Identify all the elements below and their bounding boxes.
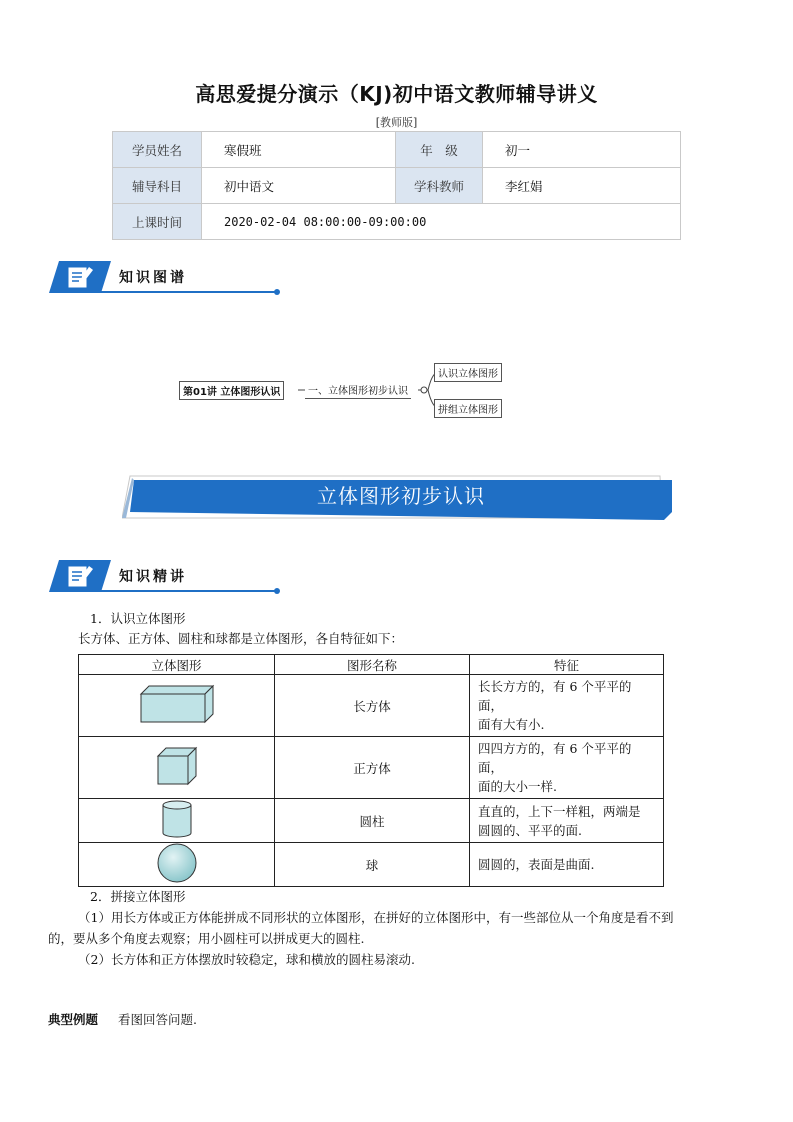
cuboid-shape bbox=[139, 684, 215, 724]
example-text: 看图回答问题. bbox=[118, 1012, 197, 1027]
mindmap-leaf-recognize: 认识立体图形 bbox=[434, 363, 502, 382]
point1-title: 1．认识立体图形 bbox=[90, 611, 186, 626]
section-underline-dot bbox=[274, 588, 280, 594]
class-time-label: 上课时间 bbox=[113, 204, 202, 240]
shape-feature bbox=[470, 675, 664, 737]
point2-paragraph1-line1: （1）用长方体或正方体能拼成不同形状的立体图形，在拼好的立体图形中，有一些部位从一个角度是看不到 bbox=[78, 910, 674, 925]
section-title-knowledge-explain: 知识精讲 bbox=[119, 569, 187, 585]
cube-shape bbox=[154, 746, 200, 786]
subject-label: 辅导科目 bbox=[113, 168, 202, 204]
section-underline-dot bbox=[274, 289, 280, 295]
shape-feature bbox=[470, 799, 664, 843]
section-header-knowledge-explain bbox=[49, 560, 234, 600]
solid-shapes-table bbox=[78, 654, 664, 887]
cylinder-shape bbox=[160, 799, 194, 839]
point2-paragraph1-line2: 的，要从多个角度去观察；用小圆柱可以拼成更大的圆柱. bbox=[48, 931, 365, 946]
col-header-name: 图形名称 bbox=[275, 655, 470, 675]
table-row bbox=[79, 843, 664, 887]
feature-line: 面有大有小. bbox=[478, 717, 545, 732]
feature-line: 圆圆的，表面是曲面. bbox=[478, 857, 595, 872]
pencil-note-icon bbox=[49, 560, 111, 592]
shape-name: 长方体 bbox=[275, 675, 470, 737]
feature-line: 直直的，上下一样粗，两端是 bbox=[478, 803, 641, 819]
student-name-label: 学员姓名 bbox=[113, 132, 202, 168]
cuboid-cell bbox=[79, 675, 275, 737]
mindmap-root: 第01讲 立体图形认识 bbox=[179, 381, 284, 400]
chapter-banner bbox=[122, 472, 672, 522]
sphere-cell bbox=[79, 843, 275, 887]
point2-paragraph2: （2）长方体和正方体摆放时较稳定，球和横放的圆柱易滚动. bbox=[78, 952, 415, 967]
pencil-note-icon bbox=[49, 261, 111, 293]
feature-line: 圆圆的、平平的面. bbox=[478, 822, 582, 838]
col-header-shape: 立体图形 bbox=[79, 655, 275, 675]
student-name-value: 寒假班 bbox=[202, 132, 396, 168]
section-underline bbox=[101, 590, 277, 592]
edition-label: [教师版] bbox=[375, 116, 418, 129]
point2-title: 2．拼接立体图形 bbox=[90, 889, 186, 904]
table-row bbox=[79, 675, 664, 737]
cylinder-cell bbox=[79, 799, 275, 843]
mindmap-branch: 一、立体图形初步认识 bbox=[305, 381, 411, 399]
shape-feature bbox=[470, 737, 664, 799]
teacher-label: 学科教师 bbox=[396, 168, 483, 204]
shape-name: 圆柱 bbox=[275, 799, 470, 843]
banner-title: 立体图形初步认识 bbox=[317, 484, 485, 508]
feature-line: 面的大小一样. bbox=[478, 779, 557, 794]
section-title-knowledge-map: 知识图谱 bbox=[119, 270, 187, 286]
section-header-knowledge-map bbox=[49, 261, 234, 301]
shape-name: 正方体 bbox=[275, 737, 470, 799]
feature-line: 长长方方的，有 6 个平平的面， bbox=[478, 679, 632, 713]
example-label: 典型例题 bbox=[48, 1012, 99, 1027]
class-time-value: 2020-02-04 08:00:00-09:00:00 bbox=[202, 204, 681, 240]
cube-cell bbox=[79, 737, 275, 799]
teacher-value: 李红娟 bbox=[483, 168, 681, 204]
point1-intro: 长方体、正方体、圆柱和球都是立体图形，各自特征如下： bbox=[78, 631, 404, 646]
table-row bbox=[79, 737, 664, 799]
student-info-table bbox=[112, 131, 681, 240]
mindmap-leaf-combine: 拼组立体图形 bbox=[434, 399, 502, 418]
feature-line: 四四方方的，有 6 个平平的面， bbox=[478, 741, 632, 775]
section-underline bbox=[101, 291, 277, 293]
shape-feature bbox=[470, 843, 664, 887]
page-title: 高思爱提分演示（KJ)初中语文教师辅导讲义 bbox=[195, 82, 598, 106]
col-header-feature: 特征 bbox=[470, 655, 664, 675]
subject-value: 初中语文 bbox=[202, 168, 396, 204]
grade-value: 初一 bbox=[483, 132, 681, 168]
table-row bbox=[79, 799, 664, 843]
sphere-shape bbox=[156, 843, 198, 883]
grade-label: 年 级 bbox=[396, 132, 483, 168]
shape-name: 球 bbox=[275, 843, 470, 887]
